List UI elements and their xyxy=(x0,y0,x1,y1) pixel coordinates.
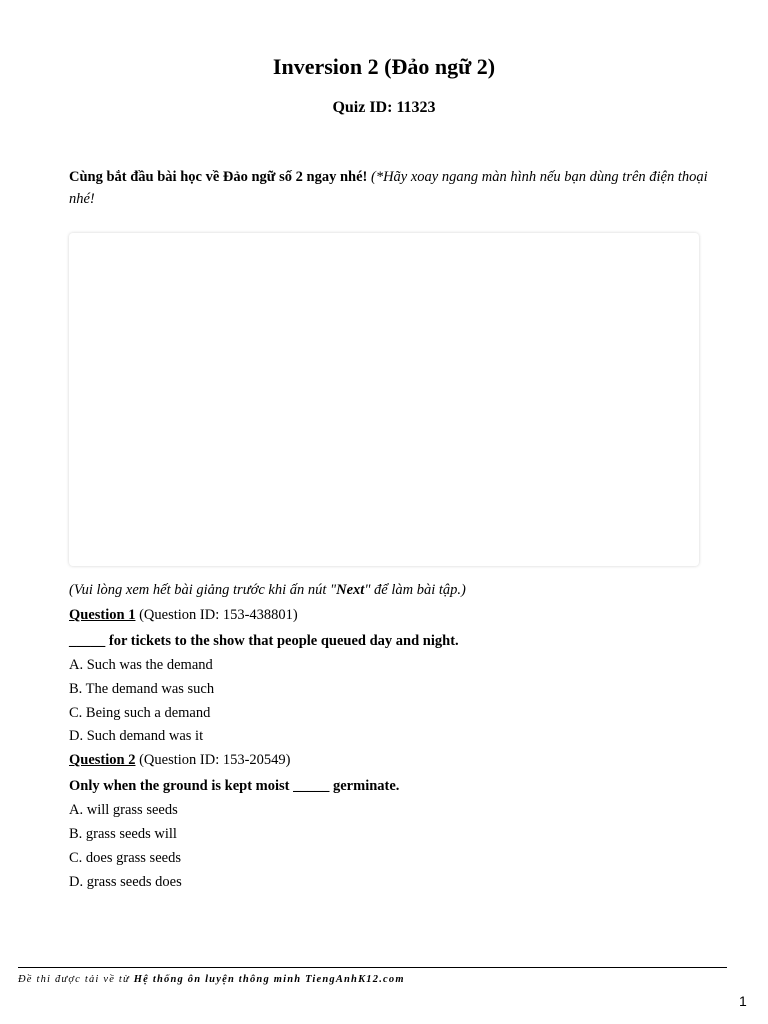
question-1-stem: _____ for tickets to the show that people queued day and night. xyxy=(69,633,459,649)
intro-italic-text: (*Hãy xoay ngang màn hình nếu bạn dùng trên điện thoại nhé! xyxy=(69,169,708,207)
question-1-header xyxy=(69,604,729,626)
footer-text xyxy=(18,972,405,988)
footer-rule xyxy=(18,967,727,968)
intro-paragraph xyxy=(69,166,709,210)
question-2-option-c: C. does grass seeds xyxy=(69,850,181,866)
question-1-label: Question 1 xyxy=(69,607,136,623)
question-2-option-d: D. grass seeds does xyxy=(69,874,182,890)
question-2-option-a: A. will grass seeds xyxy=(69,802,178,818)
intro-bold-text: Cùng bắt đầu bài học về Đảo ngữ số 2 ngay nhé! xyxy=(69,169,368,185)
lesson-video-frame[interactable] xyxy=(69,233,699,566)
footer-prefix: Đề thi được tải về từ xyxy=(18,974,134,985)
question-2-stem: Only when the ground is kept moist _____ germinate. xyxy=(69,778,400,794)
question-2-id: (Question ID: 153-20549) xyxy=(135,752,291,768)
note-before: (Vui lòng xem hết bài giảng trước khi ấn nút " xyxy=(69,582,337,598)
note-after: " để làm bài tập.) xyxy=(364,582,466,598)
page-title: Inversion 2 (Đảo ngữ 2) xyxy=(272,54,496,79)
question-2-option-b: B. grass seeds will xyxy=(69,826,177,842)
question-1-option-c: C. Being such a demand xyxy=(69,705,211,721)
footer-site-link[interactable]: Hệ thống ôn luyện thông minh TiengAnhK12.com xyxy=(133,974,405,985)
question-1-option-a: A. Such was the demand xyxy=(69,657,213,673)
question-1-id: (Question ID: 153-438801) xyxy=(135,607,298,623)
note-next-word: Next xyxy=(336,582,365,598)
question-2-header xyxy=(69,749,729,771)
page-number: 1 xyxy=(739,993,747,1009)
question-1-option-b: B. The demand was such xyxy=(69,681,215,697)
lesson-note xyxy=(69,579,729,601)
question-1-option-d: D. Such demand was it xyxy=(69,728,204,744)
quiz-id: Quiz ID: 11323 xyxy=(332,99,436,116)
question-2-label: Question 2 xyxy=(69,752,136,768)
